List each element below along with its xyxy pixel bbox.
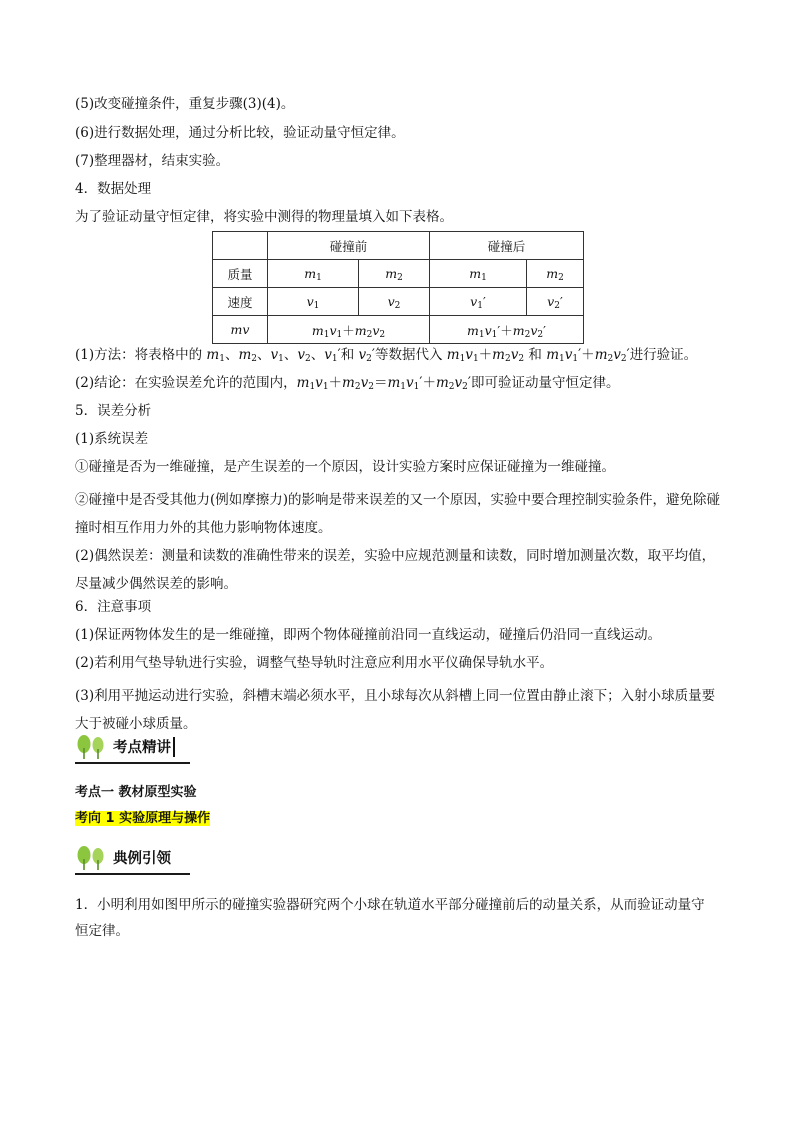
system-error-item-2: ②碰撞中是否受其他力(例如摩擦力)的影响是带来误差的又一个原因，实验中要合理控制实验条件，避免除碰撞时相互作用力外的其他力影响物体速度。: [75, 492, 721, 536]
cell-m2-after: $m_2$: [527, 260, 584, 288]
cell-v2-prime: $v_2'$: [527, 288, 584, 316]
data-table: [212, 231, 584, 344]
kaodian-heading: 考点一 教材原型实验: [75, 785, 197, 800]
kaoxiang-heading: 考向 1 实验原理与操作: [75, 811, 211, 826]
row-mass-label: 质量: [213, 260, 268, 288]
badge-title: 典例引领: [113, 851, 171, 867]
tree-icon: [75, 734, 107, 760]
cell-v1: $v_1$: [268, 288, 359, 316]
tree-icon: [75, 845, 107, 871]
col-after: 碰撞后: [430, 232, 584, 260]
cell-v1-prime: $v_1'$: [430, 288, 527, 316]
badge-underline: [75, 762, 190, 764]
section-4-title: 4．数据处理: [75, 181, 152, 197]
col-before: 碰撞前: [268, 232, 430, 260]
system-error-item-1: ①碰撞是否为一维碰撞，是产生误差的一个原因，设计实验方案时应保证碰撞为一维碰撞。: [75, 459, 615, 475]
cell-m2: $m_2$: [359, 260, 430, 288]
kaodian-badge: [75, 734, 175, 760]
note-3: (3)利用平抛运动进行实验，斜槽末端必须水平，且小球每次从斜槽上同一位置由静止滚下；入射小球质量要大于被碰小球质量。: [75, 688, 716, 732]
step-5: (5)改变碰撞条件，重复步骤(3)(4)。: [75, 96, 295, 112]
row-mv-label: mv: [213, 316, 268, 344]
badge-underline: [75, 873, 190, 875]
method: (1)方法：将表格中的 $m_1$、$m_2$、$v_1$、$v_2$、$v_1'$和 $v_2'$等数据代入 $m_1v_1+m_2v_2$ 和 $m_1v_1'+m_2v_2'$进行验证。: [75, 347, 698, 364]
section-6-title: 6．注意事项: [75, 599, 152, 615]
section-5-title: 5．误差分析: [75, 403, 152, 419]
conclusion: (2)结论：在实验误差允许的范围内，$m_1v_1+m_2v_2=m_1v_1'+m_2v_2'$即可验证动量守恒定律。: [75, 375, 620, 392]
cell-momentum-after: $m_1v_1'+m_2v_2'$: [430, 316, 584, 344]
row-speed-label: 速度: [213, 288, 268, 316]
step-7: (7)整理器材，结束实验。: [75, 153, 230, 169]
cell-momentum-before: $m_1v_1+m_2v_2$: [268, 316, 430, 344]
question-1: 1．小明利用如图甲所示的碰撞实验器研究两个小球在轨道水平部分碰撞前后的动量关系，从而验证动量守恒定律。: [75, 897, 705, 939]
badge-title: 考点精讲: [113, 740, 171, 756]
cell-v2: $v_2$: [359, 288, 430, 316]
cell-m1-after: $m_1$: [430, 260, 527, 288]
random-error: (2)偶然误差：测量和读数的准确性带来的误差，实验中应规范测量和读数，同时增加测量次数，取平均值，尽量减少偶然误差的影响。: [75, 548, 716, 592]
system-error-title: (1)系统误差: [75, 431, 149, 447]
cell-m1: $m_1$: [268, 260, 359, 288]
note-2: (2)若利用气垫导轨进行实验，调整气垫导轨时注意应利用水平仪确保导轨水平。: [75, 655, 554, 671]
note-1: (1)保证两物体发生的是一维碰撞，即两个物体碰撞前沿同一直线运动，碰撞后仍沿同一直线运动。: [75, 627, 662, 643]
step-6: (6)进行数据处理，通过分析比较，验证动量守恒定律。: [75, 125, 405, 141]
dianli-badge: [75, 845, 171, 871]
section-4-intro: 为了验证动量守恒定律，将实验中测得的物理量填入如下表格。: [75, 209, 453, 225]
